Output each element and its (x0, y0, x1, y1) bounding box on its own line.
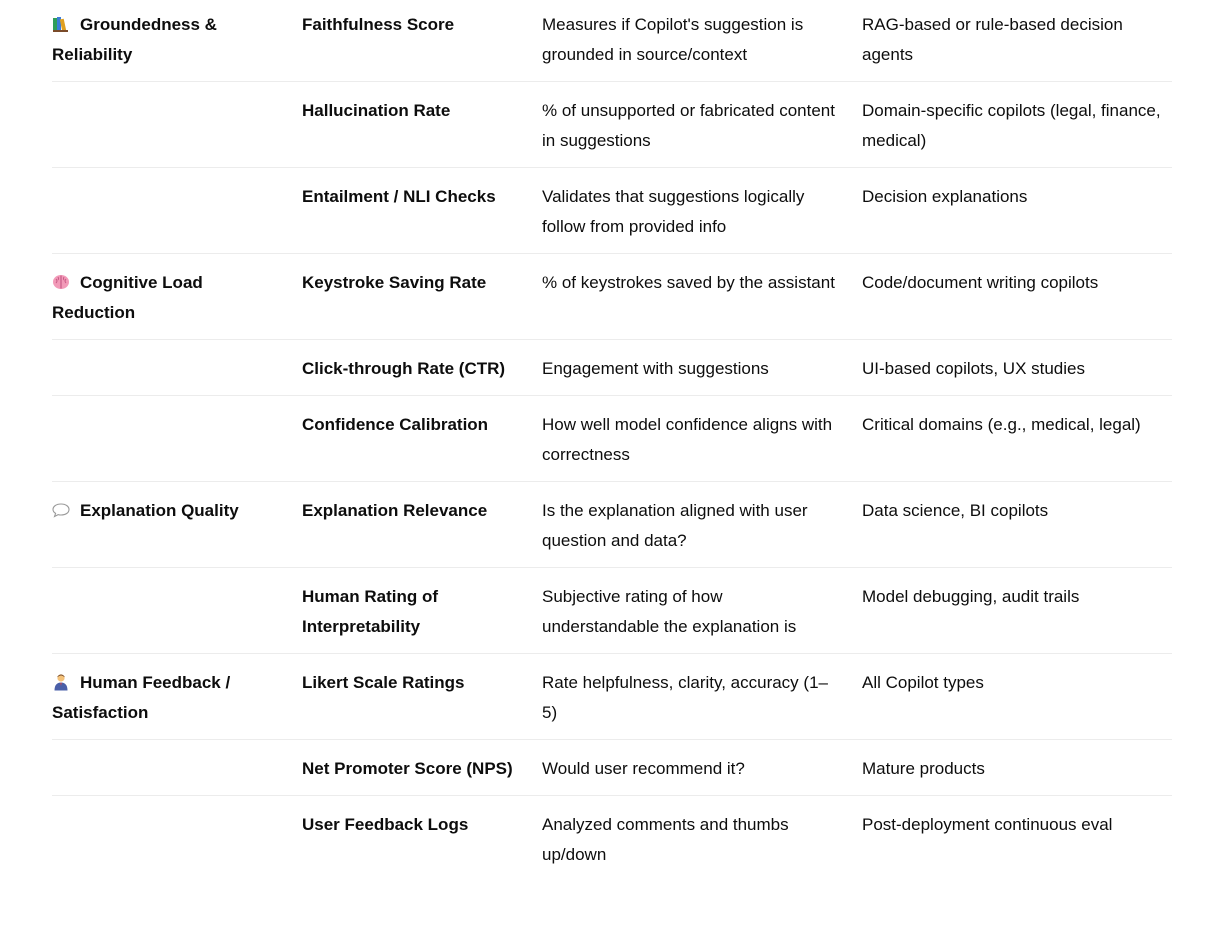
table-row (52, 796, 1172, 881)
category-cell (52, 268, 302, 328)
use-case-cell: Mature products (862, 759, 985, 778)
category-label: Human Feedback / Satisfaction (52, 673, 231, 722)
table-row (52, 340, 1172, 396)
description-cell: Engagement with suggestions (542, 359, 769, 378)
person-icon (52, 673, 70, 691)
category-cell (52, 496, 302, 556)
description-cell: Validates that suggestions logically follow from provided info (542, 187, 805, 236)
table-row (52, 482, 1172, 568)
category-cell (52, 668, 302, 728)
use-case-cell: Code/document writing copilots (862, 273, 1099, 292)
category-cell (52, 754, 302, 784)
metric-cell: Net Promoter Score (NPS) (302, 759, 513, 778)
metrics-table (52, 10, 1172, 881)
description-cell: How well model confidence aligns with correctness (542, 415, 833, 464)
category-cell (52, 182, 302, 242)
brain-icon (52, 273, 70, 291)
use-case-cell: Decision explanations (862, 187, 1028, 206)
use-case-cell: Data science, BI copilots (862, 501, 1049, 520)
metric-cell: Human Rating of Interpretability (302, 587, 438, 636)
metric-cell: Confidence Calibration (302, 415, 489, 434)
metric-cell: Explanation Relevance (302, 501, 488, 520)
metric-cell: Hallucination Rate (302, 101, 451, 120)
description-cell: Analyzed comments and thumbs up/down (542, 815, 789, 864)
category-cell (52, 354, 302, 384)
use-case-cell: RAG-based or rule-based decision agents (862, 15, 1123, 64)
category-cell (52, 10, 302, 70)
category-cell (52, 582, 302, 642)
table-row (52, 10, 1172, 82)
category-label: Groundedness & Reliability (52, 15, 217, 64)
metric-cell: Entailment / NLI Checks (302, 187, 496, 206)
description-cell: Measures if Copilot's suggestion is grounded in source/context (542, 15, 804, 64)
use-case-cell: Domain-specific copilots (legal, finance, medical) (862, 101, 1161, 150)
table-row (52, 254, 1172, 340)
table-row (52, 82, 1172, 168)
metric-cell: Click-through Rate (CTR) (302, 359, 506, 378)
table-row (52, 396, 1172, 482)
use-case-cell: Post-deployment continuous eval (862, 815, 1113, 834)
category-label: Cognitive Load Reduction (52, 273, 203, 322)
category-cell (52, 96, 302, 156)
table-row (52, 168, 1172, 254)
category-label: Explanation Quality (80, 501, 239, 520)
description-cell: % of keystrokes saved by the assistant (542, 273, 835, 292)
description-cell: Is the explanation aligned with user question and data? (542, 501, 808, 550)
description-cell: Subjective rating of how understandable the explanation is (542, 587, 797, 636)
table-row (52, 740, 1172, 796)
use-case-cell: Model debugging, audit trails (862, 587, 1080, 606)
metric-cell: User Feedback Logs (302, 815, 469, 834)
metric-cell: Faithfulness Score (302, 15, 455, 34)
speech-bubble-icon (52, 501, 70, 519)
metric-cell: Likert Scale Ratings (302, 673, 465, 692)
category-cell (52, 810, 302, 870)
metric-cell: Keystroke Saving Rate (302, 273, 487, 292)
table-row (52, 568, 1172, 654)
description-cell: Would user recommend it? (542, 759, 745, 778)
description-cell: % of unsupported or fabricated content in suggestions (542, 101, 835, 150)
description-cell: Rate helpfulness, clarity, accuracy (1–5) (542, 673, 828, 722)
table-row (52, 654, 1172, 740)
books-icon (52, 15, 70, 33)
use-case-cell: Critical domains (e.g., medical, legal) (862, 415, 1141, 434)
category-cell (52, 410, 302, 470)
use-case-cell: All Copilot types (862, 673, 984, 692)
use-case-cell: UI-based copilots, UX studies (862, 359, 1085, 378)
